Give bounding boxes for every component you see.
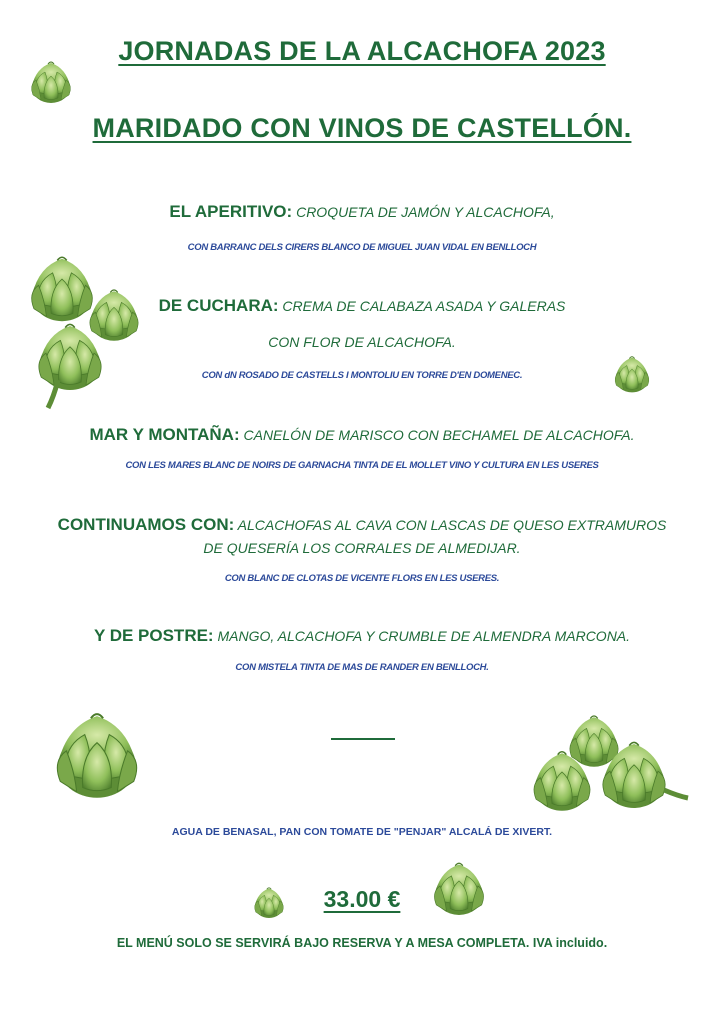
course-wine: CON BLANC DE CLOTAS DE VICENTE FLORS EN LES USERES.	[224, 573, 500, 584]
course-dish: MANGO, ALCACHOFA Y CRUMBLE DE ALMENDRA MARCONA.	[213, 628, 631, 644]
artichoke-group-image	[28, 250, 138, 410]
reservation-note: EL MENÚ SOLO SE SERVIRÁ BAJO RESERVA Y A MESA COMPLETA. IVA incluido.	[116, 936, 608, 950]
divider	[331, 738, 395, 740]
artichoke-image	[28, 60, 74, 106]
course-postre	[0, 626, 724, 646]
course-heading: MAR Y MONTAÑA:	[89, 425, 240, 444]
course-wine: CON dN ROSADO DE CASTELLS I MONTOLIU EN TORRE D'EN DOMENEC.	[201, 370, 523, 381]
course-dish: CREMA DE CALABAZA ASADA Y GALERAS	[278, 298, 566, 314]
page-subtitle: MARIDADO CON VINOS DE CASTELLÓN.	[92, 113, 632, 143]
course-wine: CON MISTELA TINTA DE MAS DE RANDER EN BENLLOCH.	[235, 662, 489, 673]
course-wine: CON BARRANC DELS CIRERS BLANCO DE MIGUEL JUAN VIDAL EN BENLLOCH	[187, 242, 537, 253]
artichoke-image	[612, 355, 652, 395]
price: 33.00 €	[323, 886, 401, 912]
course-heading: DE CUCHARA:	[158, 296, 279, 315]
course-aperitivo	[0, 202, 724, 222]
artichoke-group-image	[526, 712, 696, 816]
course-continuamos	[0, 515, 724, 535]
page-title: JORNADAS DE LA ALCACHOFA 2023	[118, 36, 606, 66]
course-mar-y-montana	[0, 425, 724, 445]
course-dish: CANELÓN DE MARISCO CON BECHAMEL DE ALCACHOFA.	[239, 427, 635, 443]
course-dish-line2: DE QUESERÍA LOS CORRALES DE ALMEDIJAR.	[203, 540, 521, 556]
course-dish: CROQUETA DE JAMÓN Y ALCACHOFA,	[292, 204, 555, 220]
artichoke-image	[252, 884, 286, 924]
course-wine: CON LES MARES BLANC DE NOIRS DE GARNACHA TINTA DE EL MOLLET VINO Y CULTURA EN LES USERES	[125, 460, 599, 471]
course-heading: EL APERITIVO:	[169, 202, 293, 221]
artichoke-image	[50, 708, 144, 810]
artichoke-image	[430, 858, 488, 924]
extras-text: AGUA DE BENASAL, PAN CON TOMATE DE "PENJAR" ALCALÁ DE XIVERT.	[171, 826, 553, 838]
course-heading: CONTINUAMOS CON:	[57, 515, 235, 534]
course-heading: Y DE POSTRE:	[93, 626, 214, 645]
course-dish-line2: CON FLOR DE ALCACHOFA.	[268, 334, 456, 350]
course-dish: ALCACHOFAS AL CAVA CON LASCAS DE QUESO EXTRAMUROS	[234, 517, 667, 533]
